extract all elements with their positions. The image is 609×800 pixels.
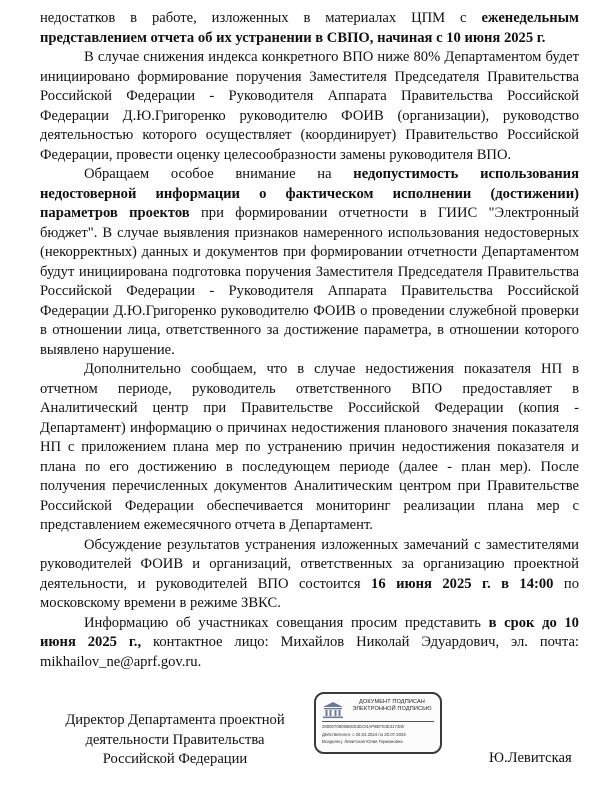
stamp-validity: Действителен: с 25.04.2024 по 20.07.2025: [322, 732, 406, 737]
electronic-signature-stamp: [314, 692, 442, 754]
paragraph-3: Обращаем особое внимание на недопустимость использования недостоверной информации о фактическом исполнении (достижении) параметров проектов при формировании отчетности в ГИИС "Электронный бюджет". В случае выявления признаков намеренного использования недостоверных (некорректных) данных и документов при формировании отчетности Департаментом будут инициирована подготовка поручения Заместителя Председателя Правительства Российской Федерации - Руководителя Аппарата Правительства Российской Федерации Д.Ю.Григоренко руководителю ФОИВ о проведении служебной проверки в отношении лица, ответственного за достижение параметра, в отношении которого выявлено нарушение.: [40, 166, 579, 358]
bold-phrase: 16 июня 2025 г. в 14:00: [371, 575, 554, 592]
bold-phrase: еженедельным представлением отчета об их устранении в СВПО, начиная с 10 июня 2025 г.: [40, 10, 579, 46]
bold-phrase: недопустимость использования недостоверной информации о фактическом исполнении (достижении) параметров проектов: [40, 166, 579, 221]
signer-line: деятельности Правительства: [85, 731, 265, 748]
paragraph-5: Обсуждение результатов устранения изложенных замечаний с заместителями руководителей ФОИВ и организаций, ответственных за организацию проектной деятельности, и руководителей ВПО состоится 16 июня 2025 г. в 14:00 по московскому времени в режиме ЗВКС.: [40, 536, 579, 611]
stamp-divider: [322, 721, 434, 722]
paragraph-1: недостатков в работе, изложенных в материалах ЦПМ с еженедельным представлением отчета об их устранении в СВПО, начиная с 10 июня 2025 г.: [40, 10, 579, 46]
paragraph-6: Информацию об участниках совещания просим представить в срок до 10 июня 2025 г., контактное лицо: Михайлов Николай Эдуардович, эл. почта: mikhailov_ne@aprf.gov.ru.: [40, 614, 579, 670]
signer-line: Российской Федерации: [102, 751, 248, 767]
signer-name: Ю.Левитская: [489, 750, 572, 766]
bold-phrase: в срок до 10 июня 2025 г.,: [40, 614, 579, 650]
stamp-title: ДОКУМЕНТ ПОДПИСАН ЭЛЕКТРОННОЙ ПОДПИСЬЮ: [352, 699, 432, 712]
stamp-owner: Владелец: Левитская Юлия Германовна: [322, 739, 403, 744]
signer-line: Директор Департамента проектной: [65, 712, 285, 728]
signer-title: [40, 711, 310, 770]
building-emblem-icon: [322, 701, 344, 719]
paragraph-4: Дополнительно сообщаем, что в случае недостижения показателя НП в отчетном периоде, руководитель ответственного ВПО предоставляет в Аналитический центр при Правительстве Российской Федерации (копия - Департамент) информацию о причинах недостижения планового значения показателя НП с приложением плана мер по устранению причин недостижения показателя и плана по его достижению в последующем периоде (далее - план мер). После получения перечисленных документов Аналитическим центром при Правительстве Российской Федерации обеспечивается мониторинг реализации плана мер с представлением ежемесячного отчета в Департамент.: [40, 361, 579, 533]
letter-body: [40, 9, 579, 672]
stamp-certificate: 28000708096EEE3ECNAP8EF03E317406: [322, 724, 404, 729]
paragraph-2: В случае снижения индекса конкретного ВПО ниже 80% Департаментом будет инициировано формирование поручения Заместителя Председателя Правительства Российской Федерации - Руководителя Аппарата Правительства Российской Федерации Д.Ю.Григоренко руководителю ФОИВ (организации), руководство деятельностью которого осуществляет (координирует) Правительство Российской Федерации, провести оценку целесообразности замены руководителя ВПО.: [40, 49, 579, 163]
